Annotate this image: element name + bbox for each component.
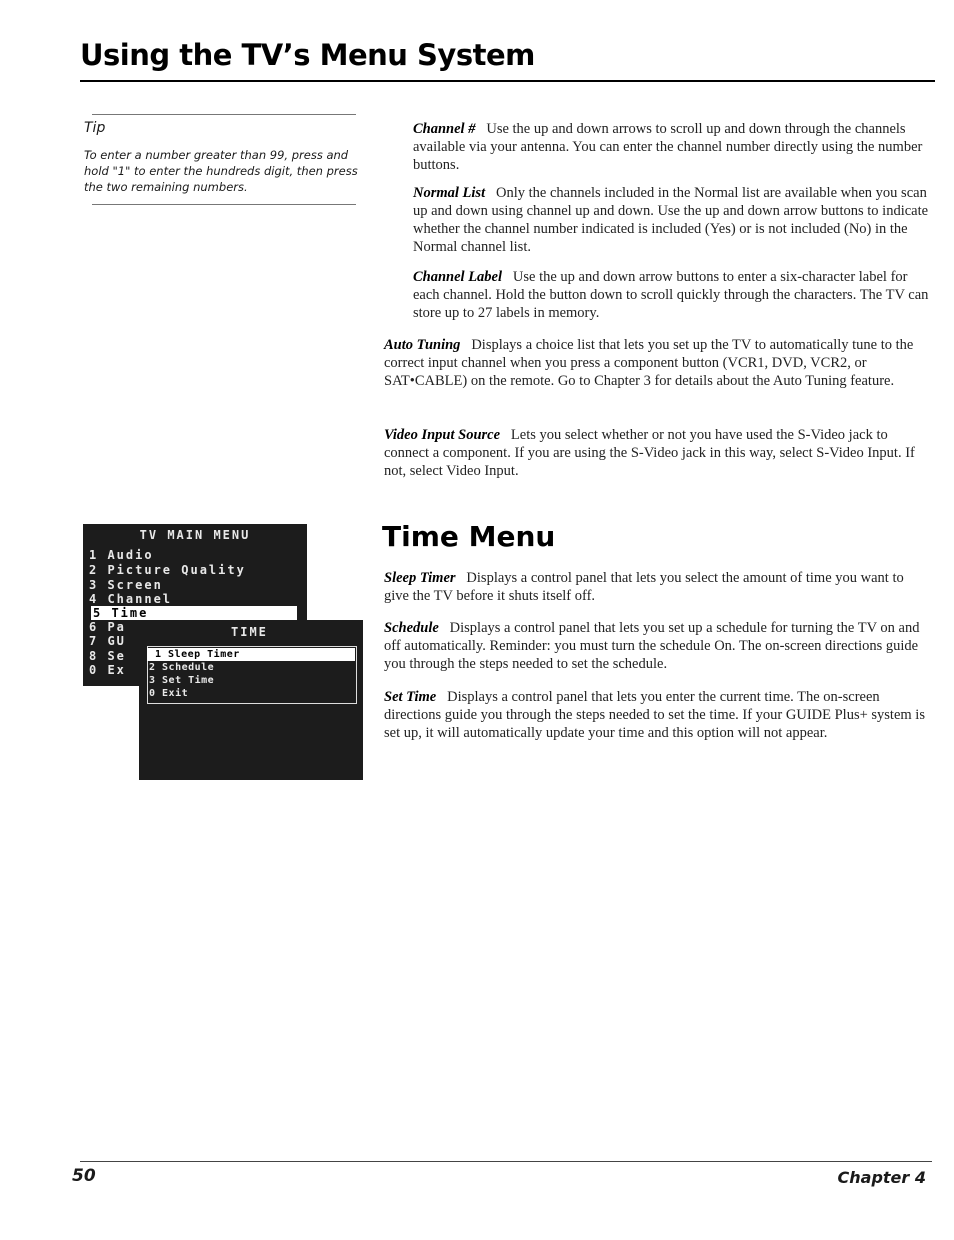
tv-submenu-item-sleep-timer: 1 Sleep Timer: [147, 648, 355, 661]
sleep-timer-description: Displays a control panel that lets you select the amount of time you want to give the TV before it shuts itself off.: [384, 570, 904, 604]
schedule-paragraph: [384, 619, 932, 673]
channel-number-paragraph: [413, 120, 929, 174]
sleep-timer-paragraph: [384, 569, 932, 605]
set-time-description: Displays a control panel that lets you enter the current time. The on-screen directions guide you through the steps needed to set the time. If your GUIDE Plus+ system is set up, it will automatically update your time and this option will not appear.: [384, 689, 925, 741]
title-rule: [80, 80, 935, 82]
tip-text: To enter a number greater than 99, press and hold "1" to enter the hundreds digit, then press the two remaining numbers.: [84, 148, 358, 194]
tv-main-menu-title: TV MAIN MENU: [139, 528, 251, 542]
tv-menu-item-8: 8 Se: [89, 649, 126, 663]
auto-tuning-paragraph: [384, 336, 932, 390]
tip-top-divider: [92, 114, 356, 115]
video-input-source-description: Lets you select whether or not you have used the S-Video jack to connect a component. If you are using the S-Video jack in this way, select S-Video Input. If not, select Video Input.: [384, 427, 915, 479]
schedule-description: Displays a control panel that lets you set up a schedule for turning the TV on and off automatically. Reminder: you must turn the schedule On. The on-screen directions guide you through the steps needed to set the schedule.: [384, 620, 920, 672]
tv-submenu-item-exit: 0 Exit: [149, 688, 189, 699]
video-input-source-paragraph: [384, 426, 932, 480]
channel-label-paragraph: [413, 268, 929, 322]
tv-menu-item-time: 5 Time: [91, 606, 297, 620]
normal-list-description: Only the channels included in the Normal list are available when you scan up and down using channel up and down. Use the up and down arrow buttons to indicate whether the channel number indicated is included (Yes) or is not included (No) in the Normal channel list.: [413, 185, 929, 255]
term-channel-label: Channel Label: [413, 269, 503, 285]
term-channel-number: Channel #: [413, 121, 476, 137]
chapter-label: Chapter 4: [837, 1168, 926, 1187]
tv-menu-item-channel: 4 Channel: [89, 592, 173, 606]
term-set-time: Set Time: [384, 689, 437, 705]
tv-menu-item-screen: 3 Screen: [89, 578, 163, 592]
tv-submenu-title: TIME: [231, 625, 268, 639]
footer-rule: [80, 1161, 932, 1162]
tv-submenu-item-set-time: 3 Set Time: [149, 675, 215, 686]
channel-label-description: Use the up and down arrow buttons to enter a six-character label for each channel. Hold the button down to scroll quickly through the characters. The TV can store up to 27 labels in memory.: [413, 269, 929, 321]
tv-submenu-item-schedule: 2 Schedule: [149, 662, 215, 673]
auto-tuning-description: Displays a choice list that lets you set up the TV to automatically tune to the correct input channel when you press a component button (VCR1, DVD, VCR2, or SAT•CABLE) on the remote. Go to Chapter 3 for details about the Auto Tuning feature.: [384, 337, 914, 389]
tv-menu-item-6: 6 Pa: [89, 620, 126, 634]
page-title: Using the TV’s Menu System: [80, 38, 535, 72]
tip-bottom-divider: [92, 204, 356, 205]
tv-menu-item-exit: 0 Ex: [89, 663, 126, 677]
term-auto-tuning: Auto Tuning: [384, 337, 461, 353]
term-normal-list: Normal List: [413, 185, 486, 201]
page-number: 50: [72, 1166, 96, 1186]
channel-number-description: Use the up and down arrows to scroll up and down through the channels available via your antenna. You can enter the channel number directly using the number buttons.: [413, 121, 923, 173]
tv-menu-item-picture-quality: 2 Picture Quality: [89, 563, 246, 577]
term-schedule: Schedule: [384, 620, 439, 636]
term-video-input-source: Video Input Source: [384, 427, 501, 443]
term-sleep-timer: Sleep Timer: [384, 570, 456, 586]
normal-list-paragraph: [413, 184, 929, 256]
tip-heading: Tip: [84, 120, 106, 136]
tv-menu-item-audio: 1 Audio: [89, 548, 154, 562]
time-menu-heading: Time Menu: [382, 520, 556, 553]
tv-time-submenu-screenshot: [139, 620, 363, 780]
set-time-paragraph: [384, 688, 932, 742]
tv-menu-item-7: 7 GU: [89, 634, 126, 648]
